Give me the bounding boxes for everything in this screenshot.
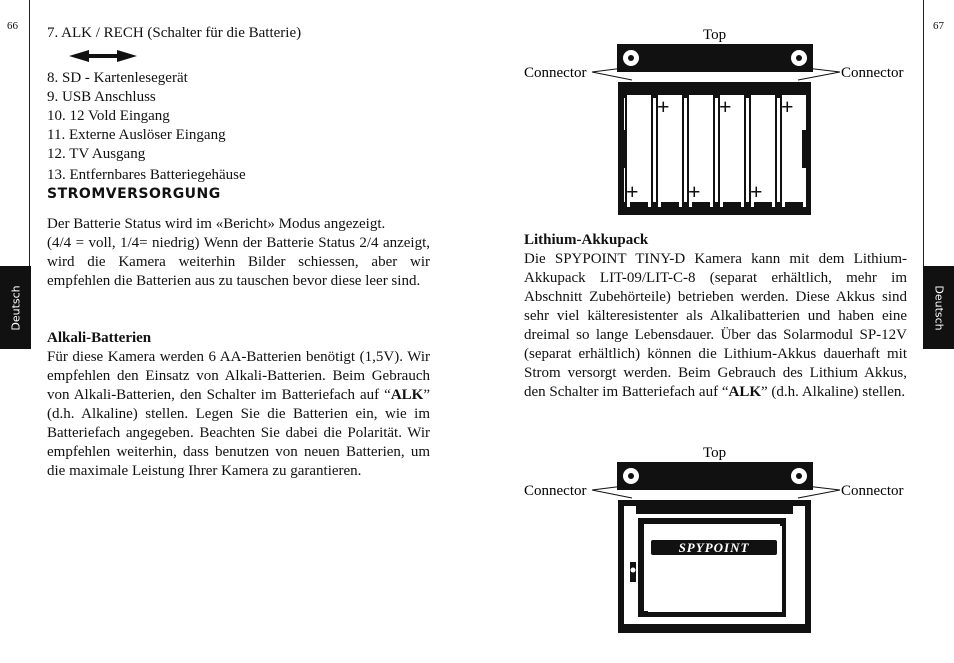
status-description: (4/4 = voll, 1/4= niedrig) Wenn der Batterie Status 2/4 anzeigt, wird die Kamera weiterhin Bilder schiessen, aber wir empfehlen die Batterien aus zu tauschen bevor diese leer sind. [47,235,430,289]
plus-icon: + [781,94,794,119]
lithium-section [524,231,907,402]
language-tab-label: Deutsch [9,284,22,331]
page-divider-right [923,0,924,268]
language-tab-right [923,266,954,349]
page-number-left: 66 [7,20,18,32]
section-heading: STROMVERSORGUNG [47,186,221,202]
language-tab-label: Deutsch [932,284,945,331]
plus-icon: + [750,179,763,204]
lithium-text: Die SPYPOINT TINY-D Kamera kann mit dem Lithium-Akkupack LIT-09/LIT-C-8 (separat erhältlich, mehr im Abschnitt Zubehörteile) betrieben werden. Diese Akkus sind sehr viel kälteresistenter als Alkalibatterien und haben eine dreimal so lange Lebensdauer. Über das Solarmodul SP-12V (separat erhältlich) können die Lithium-Akkus dauerhaft mit Strom versorgt werden. Beim Gebrauch des Lithium Akkus, den Schalter im Batteriefach auf “ALK” (d.h. Alkaline) stellen. [524,251,907,400]
alkali-title: Alkali-Batterien [47,330,152,346]
list-item: 11. Externe Auslöser Eingang [47,127,226,143]
battery-compartment-diagram [520,24,920,219]
connector-bar [617,44,813,72]
plus-icon: + [688,179,701,204]
diagram-top-label: Top [703,445,727,461]
plus-icon: + [657,94,670,119]
spypoint-logo [651,540,777,555]
diagram-top-label: Top [703,27,727,43]
plus-icon: + [626,179,639,204]
arrows-icon [47,43,301,69]
connector-label-right: Connector [841,483,904,499]
lithium-title: Lithium-Akkupack [524,232,649,248]
list-item: 12. TV Ausgang [47,146,146,162]
list-item: 9. USB Anschluss [47,89,156,105]
connector-bar [617,462,813,490]
page-divider-left [29,0,30,270]
list-item: 7. ALK / RECH (Schalter für die Batterie) [47,25,302,41]
plus-icon: + [719,94,732,119]
list-item: 10. 12 Vold Eingang [47,108,170,124]
status-line: Der Batterie Status wird im «Bericht» Modus angezeigt. [47,216,386,232]
lithium-pack-diagram [520,442,920,637]
status-text [47,215,430,291]
alkali-text: Für diese Kamera werden 6 AA-Batterien benötigt (1,5V). Wir empfehlen den Einsatz von Alkali-Batterien. Beim Gebrauch von Alkali-Batterien, den Schalter im Batteriefach auf “ALK” (d.h. Alkaline) stellen. Legen Sie die Batterien ein, wie im Batteriefach angegeben. Beachten Sie dabei die Polarität. Wir empfehlen weiterhin, dass benutzen von neuen Batterien, um die maximale Leistung Ihrer Kamera zu garantieren. [47,349,430,479]
connector-label-left: Connector [524,65,587,81]
component-list [47,24,301,185]
connector-label-left: Connector [524,483,587,499]
connector-label-right: Connector [841,65,904,81]
list-item: 8. SD - Kartenlesegerät [47,70,188,86]
page-number-right: 67 [933,20,944,32]
language-tab-left [0,266,31,349]
logo-text: SPYPOINT [678,540,750,555]
alkali-section [47,329,430,481]
list-item: 13. Entfernbares Batteriegehäuse [47,167,246,183]
